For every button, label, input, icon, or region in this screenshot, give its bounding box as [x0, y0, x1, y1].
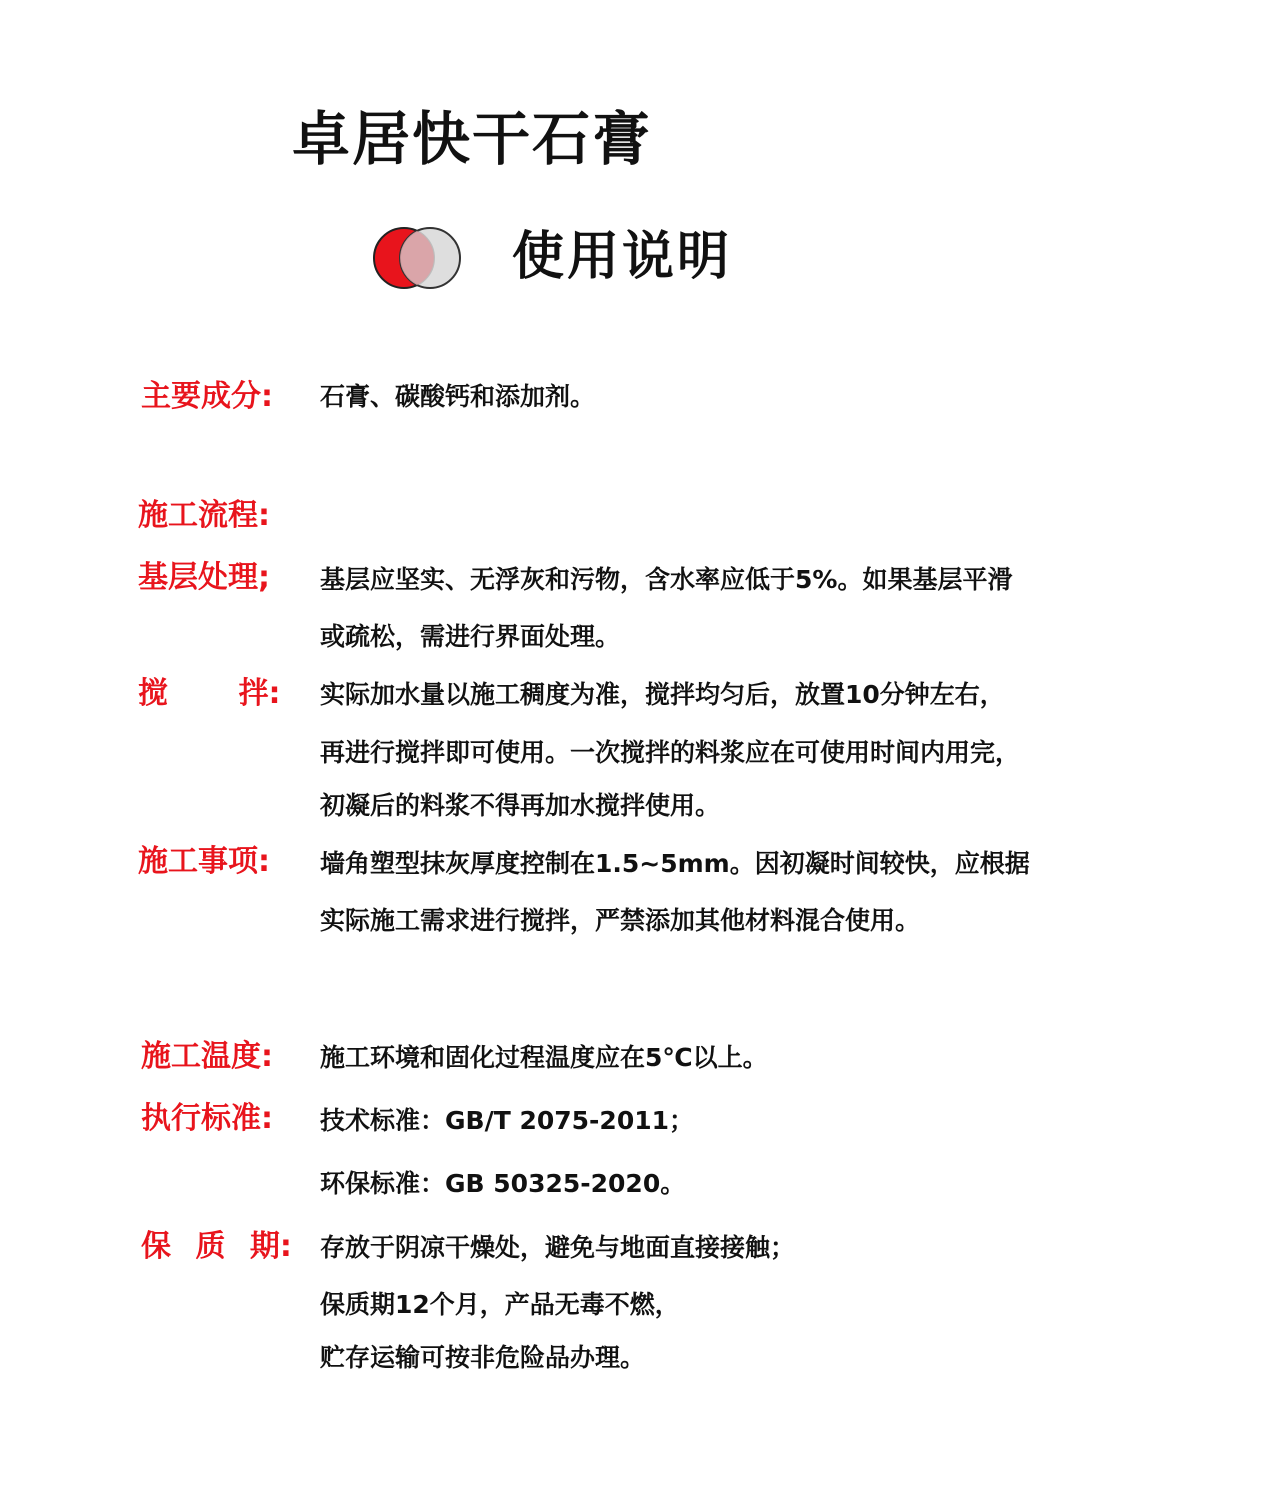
mixing-line-3: 初凝后的料浆不得再加水搅拌使用。: [320, 791, 721, 820]
notes-line-1: 墙角塑型抹灰厚度控制在1.5~5mm。因初凝时间较快，应根据: [320, 849, 1030, 878]
brand-logo-icon: [370, 226, 465, 290]
standard-environmental: 环保标准：GB 50325-2020。: [320, 1169, 686, 1198]
manual-title: 使用说明: [512, 226, 733, 287]
notes-label: 施工事项:: [138, 844, 270, 879]
mixing-line-1: 实际加水量以施工稠度为准，搅拌均匀后，放置10分钟左右，: [320, 680, 1005, 709]
shelf-life-line-3: 贮存运输可按非危险品办理。: [320, 1343, 646, 1372]
notes-line-2: 实际施工需求进行搅拌，严禁添加其他材料混合使用。: [320, 906, 921, 935]
shelf-life-line-2: 保质期12个月，产品无毒不燃，: [320, 1290, 680, 1319]
temperature-text: 施工环境和固化过程温度应在5℃以上。: [320, 1043, 768, 1072]
shelf-life-label: 保 质 期:: [141, 1229, 292, 1264]
shelf-life-line-1: 存放于阴凉干燥处，避免与地面直接接触；: [320, 1233, 796, 1262]
base-treatment-line-1: 基层应坚实、无浮灰和污物，含水率应低于5%。如果基层平滑: [320, 565, 1013, 594]
mixing-line-2: 再进行搅拌即可使用。一次搅拌的料浆应在可使用时间内用完，: [320, 738, 1021, 767]
product-title: 卓居快干石膏: [292, 105, 653, 173]
standard-technical: 技术标准：GB/T 2075-2011；: [320, 1106, 694, 1135]
temperature-label: 施工温度:: [141, 1039, 273, 1074]
mixing-label: 搅 拌:: [138, 676, 281, 711]
ingredients-text: 石膏、碳酸钙和添加剂。: [320, 382, 596, 411]
base-treatment-line-2: 或疏松，需进行界面处理。: [320, 622, 621, 651]
ingredients-label: 主要成分:: [141, 379, 273, 414]
base-treatment-label: 基层处理;: [138, 560, 270, 595]
process-label: 施工流程:: [138, 498, 270, 533]
standard-label: 执行标准:: [141, 1101, 273, 1136]
